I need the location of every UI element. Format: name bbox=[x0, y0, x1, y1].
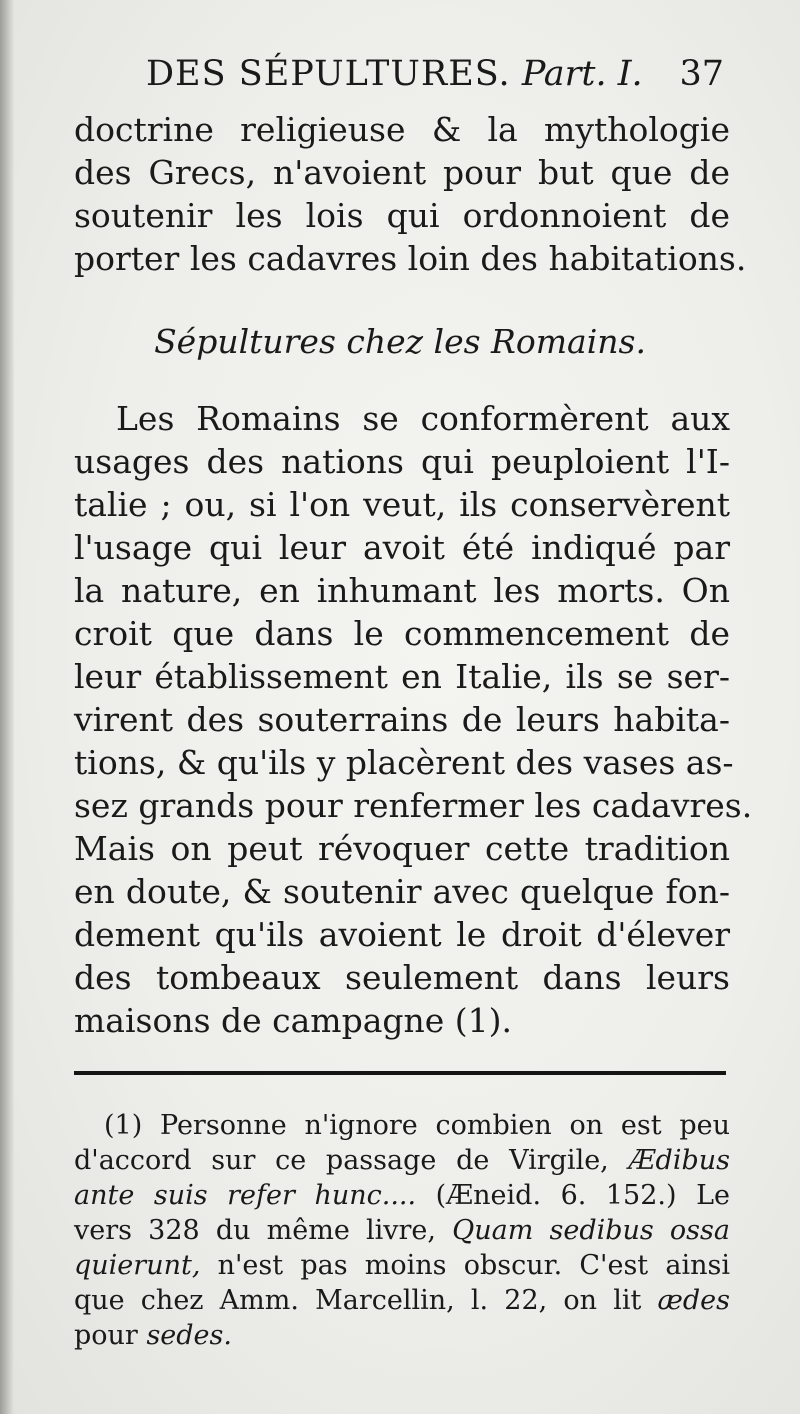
text-line: talie ; ou, si l'on veut, ils conservèrent bbox=[74, 485, 730, 524]
footnote-rule bbox=[74, 1071, 726, 1075]
text-line: l'usage qui leur avoit été indiqué par bbox=[74, 528, 730, 567]
text-line: virent des souterrains de leurs habita- bbox=[74, 700, 730, 739]
footnote-italic-text: Ædibus bbox=[628, 1145, 730, 1176]
text-line: des Grecs, n'avoient pour but que de bbox=[74, 153, 730, 192]
footnote-text: (1) Personne n'ignore combien on est peu bbox=[104, 1110, 730, 1141]
text-line: dement qu'ils avoient le droit d'élever bbox=[74, 915, 730, 954]
footnote-line bbox=[74, 1143, 730, 1178]
text-line: Mais on peut révoquer cette tradition bbox=[74, 829, 730, 868]
footnote-italic-text: sedes. bbox=[146, 1320, 232, 1351]
text-line: leur établissement en Italie, ils se ser- bbox=[74, 657, 730, 696]
text-line: en doute, & soutenir avec quelque fon- bbox=[74, 872, 730, 911]
text-line: Les Romains se conformèrent aux bbox=[116, 399, 730, 438]
text-line: doctrine religieuse & la mythologie bbox=[74, 110, 730, 149]
running-head-title: DES SÉPULTURES. bbox=[146, 54, 511, 94]
footnote-text: vers 328 du même livre, bbox=[74, 1215, 436, 1246]
running-head bbox=[146, 54, 736, 94]
footnote-text: que chez Amm. Marcellin, l. 22, on lit bbox=[74, 1285, 642, 1316]
footnote-italic-text: Quam sedibus ossa bbox=[452, 1215, 730, 1246]
text-line: maisons de campagne (1). bbox=[74, 1001, 513, 1040]
footnote-line bbox=[74, 1213, 730, 1248]
section-heading: Sépultures chez les Romains. bbox=[154, 322, 646, 361]
footnote-line bbox=[74, 1248, 730, 1283]
footnote-italic-text: ante suis refer hunc.... bbox=[74, 1180, 417, 1211]
running-head-part: Part. I. bbox=[521, 54, 643, 94]
text-line: des tombeaux seulement dans leurs bbox=[74, 958, 730, 997]
page-number: 37 bbox=[679, 54, 724, 94]
footnote-text: d'accord sur ce passage de Virgile, bbox=[74, 1145, 609, 1176]
footnote-line bbox=[74, 1178, 730, 1213]
text-line: porter les cadavres loin des habitations. bbox=[74, 239, 747, 278]
footnote-line bbox=[74, 1283, 730, 1318]
text-line: la nature, en inhumant les morts. On bbox=[74, 571, 730, 610]
footnote-line bbox=[104, 1108, 730, 1143]
text-line: tions, & qu'ils y placèrent des vases as- bbox=[74, 743, 734, 782]
footnote-italic-text: ædes bbox=[657, 1285, 730, 1316]
text-line: usages des nations qui peuploient l'I- bbox=[74, 442, 730, 481]
footnote-italic-text: quierunt, bbox=[74, 1250, 201, 1281]
footnote-line bbox=[74, 1318, 730, 1353]
text-line: croit que dans le commencement de bbox=[74, 614, 730, 653]
text-line: soutenir les lois qui ordonnoient de bbox=[74, 196, 730, 235]
footnote-text: pour bbox=[74, 1320, 138, 1351]
page-gutter-shadow bbox=[0, 0, 14, 1414]
footnote-text: (Æneid. 6. 152.) Le bbox=[435, 1180, 730, 1211]
text-line: sez grands pour renfermer les cadavres. bbox=[74, 786, 753, 825]
footnote-text: n'est pas moins obscur. C'est ainsi bbox=[217, 1250, 730, 1281]
